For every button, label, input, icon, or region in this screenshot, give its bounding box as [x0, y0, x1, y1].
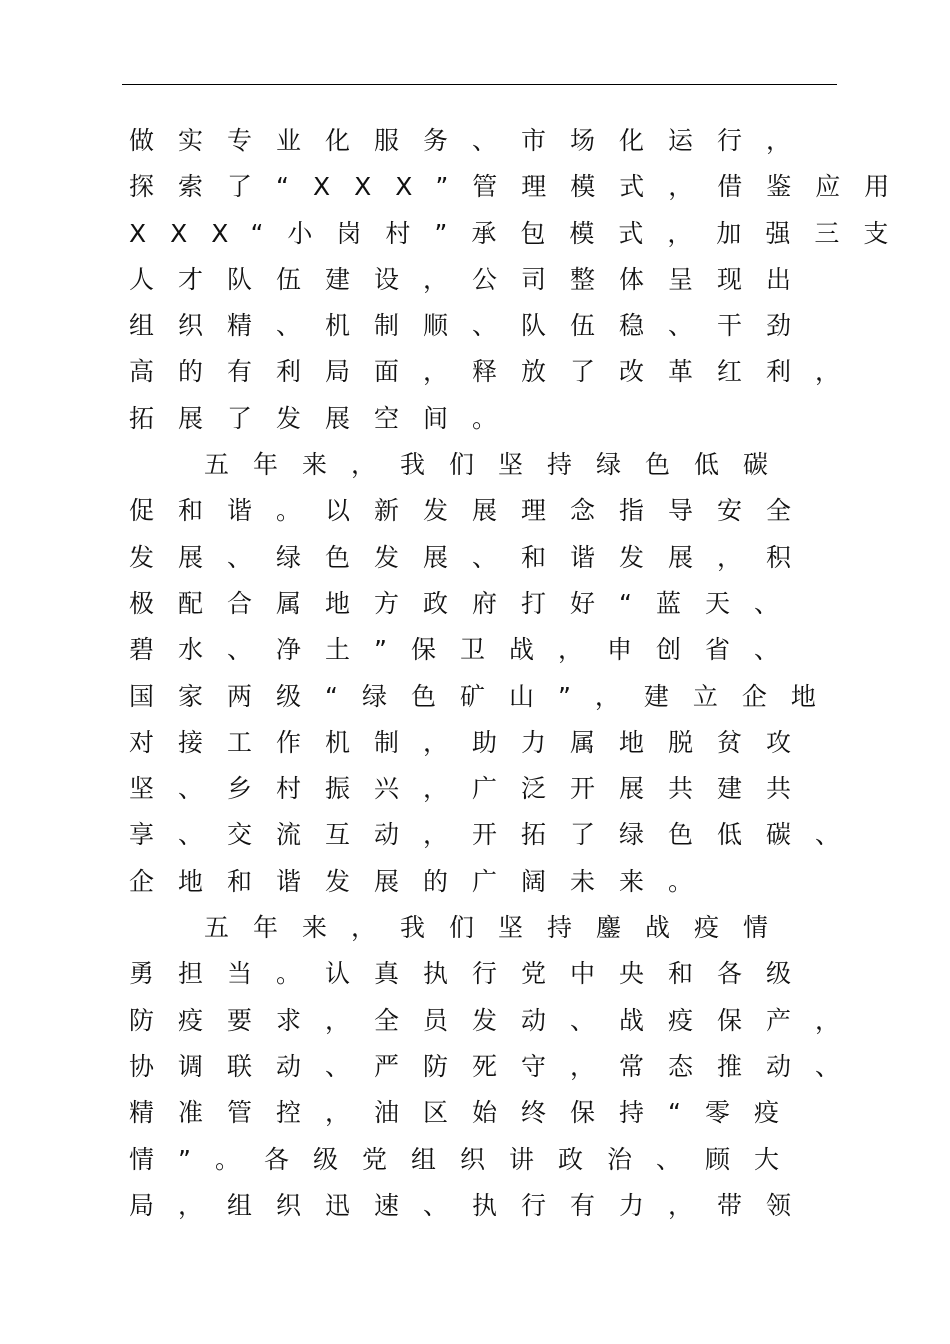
text-line: 情”。各级党组织讲政治、顾大 [129, 1144, 803, 1174]
text-line: 精准管控，油区始终保持“零疫 [129, 1098, 803, 1128]
text-line: 享、交流互动，开拓了绿色低碳、 [129, 820, 865, 850]
text-line: 协调联动、严防死守，常态推动、 [129, 1051, 865, 1081]
paragraph-start-line: 五年来，我们坚持鏖战疫情 [204, 913, 793, 943]
text-line: XXX“小岗村”承包模式，加强三支 [129, 218, 913, 248]
text-line: 组织精、机制顺、队伍稳、干劲 [129, 311, 816, 341]
text-line: 高的有利局面，释放了改革红利， [129, 357, 865, 387]
text-line: 国家两级“绿色矿山”，建立企地 [129, 681, 840, 711]
text-line: 发展、绿色发展、和谐发展，积 [129, 542, 816, 572]
text-line: 做实专业化服务、市场化运行， [129, 126, 816, 155]
text-line: 坚、乡村振兴，广泛开展共建共 [129, 774, 816, 804]
body-text [129, 118, 914, 1229]
text-line: 拓展了发展空间。 [129, 403, 522, 433]
header-rule [122, 84, 837, 85]
text-line: 极配合属地方政府打好“蓝天、 [129, 588, 803, 618]
paragraph-start-line: 五年来，我们坚持绿色低碳 [204, 450, 793, 480]
text-line: 企地和谐发展的广阔未来。 [129, 866, 718, 896]
text-line: 探索了“XXX”管理模式，借鉴应用 [129, 172, 914, 202]
text-line: 碧水、净土”保卫战，申创省、 [129, 635, 803, 665]
text-line: 防疫要求，全员发动、战疫保产， [129, 1005, 865, 1035]
text-line: 人才队伍建设，公司整体呈现出 [129, 264, 816, 294]
text-line: 促和谐。以新发展理念指导安全 [129, 496, 816, 526]
text-line: 对接工作机制，助力属地脱贫攻 [129, 727, 816, 757]
text-line: 局，组织迅速、执行有力，带领 [129, 1190, 816, 1220]
text-line: 勇担当。认真执行党中央和各级 [129, 959, 816, 989]
